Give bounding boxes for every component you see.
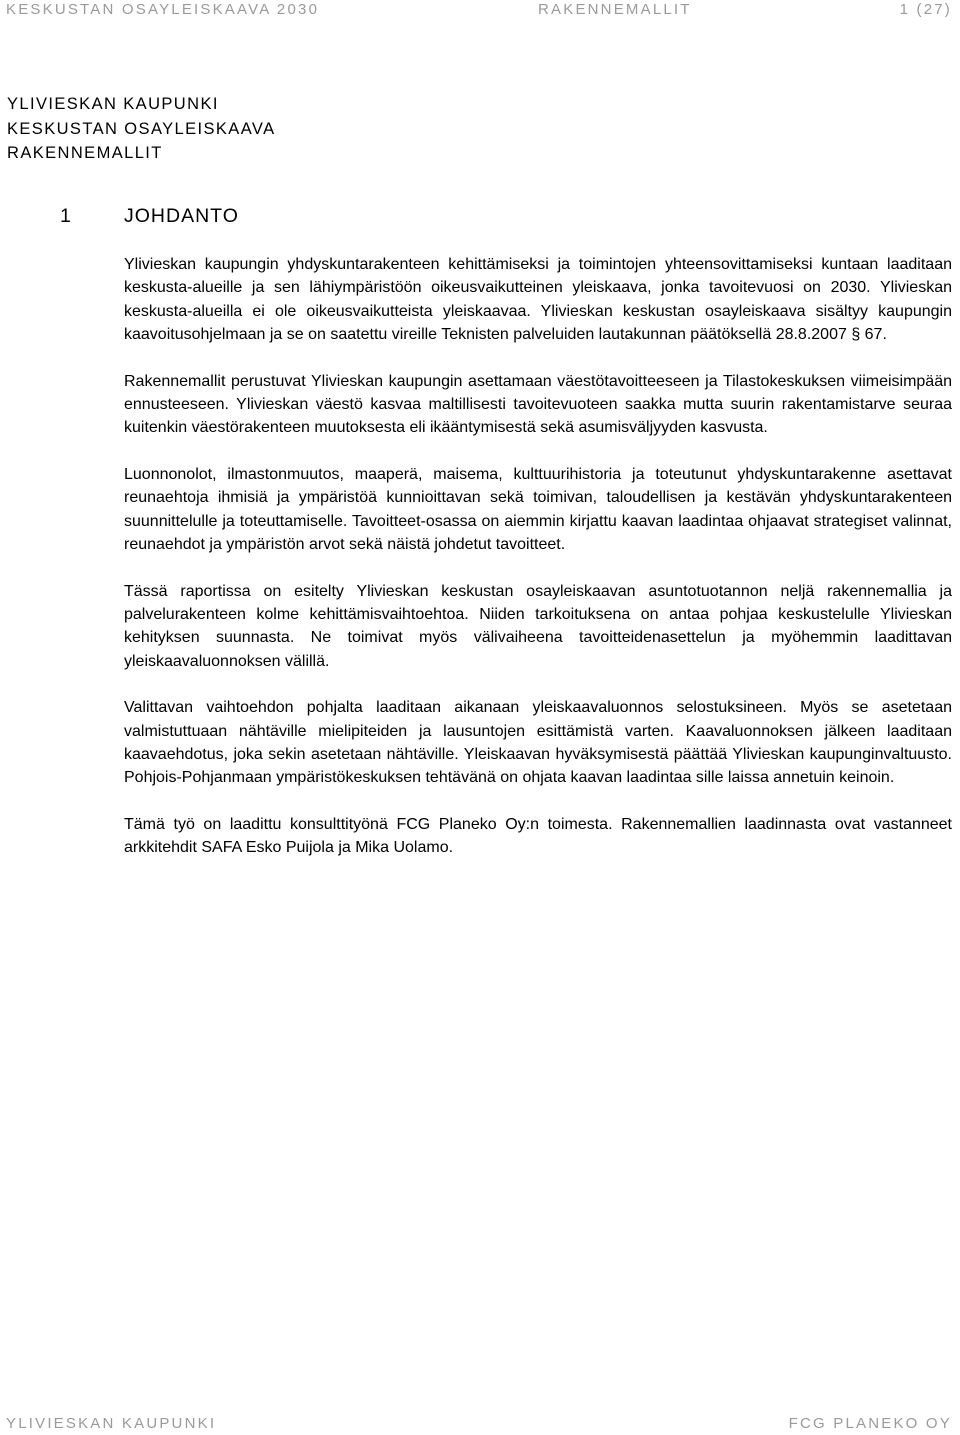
footer-consultant: FCG PLANEKO OY xyxy=(788,1415,952,1432)
header-document-name: KESKUSTAN OSAYLEISKAAVA 2030 xyxy=(6,1,320,18)
title-line-report: RAKENNEMALLIT xyxy=(7,144,163,162)
section-title: JOHDANTO xyxy=(124,205,239,227)
document-title-block xyxy=(7,92,275,166)
section-number: 1 xyxy=(60,205,72,227)
running-footer xyxy=(6,1415,952,1435)
footer-organization: YLIVIESKAN KAUPUNKI xyxy=(6,1415,217,1432)
paragraph: Tässä raportissa on esitelty Ylivieskan keskustan osayleiskaavan asuntotuotannon neljä rakennemallia ja palvelurakenteen kolme kehittämisvaihtoehtoa. Niiden tarkoituksena on antaa pohjaa keskustelulle Ylivieskan kehityksen suunnasta. Ne toimivat myös välivaiheena tavoitteidenasettelun ja myöhemmin laadittavan yleiskaavaluonnoksen välillä. xyxy=(124,582,952,670)
paragraph: Luonnonolot, ilmastonmuutos, maaperä, maisema, kulttuurihistoria ja toteutunut yhdyskuntarakenne asettavat reunaehtoja ihmisiä ja ympäristöä kunnioittavan sekä toimivan, taloudellisen ja kestävän yhdyskuntarakenteen suunnittelulle ja toteuttamiselle. Tavoitteet-osassa on aiemmin kirjattu kaavan laadintaa ohjaavat strategiset valinnat, reunaehdot ja ympäristön arvot sekä näistä johdetut tavoitteet. xyxy=(124,466,952,553)
header-section-name: RAKENNEMALLIT xyxy=(538,1,692,18)
title-line-organization: YLIVIESKAN KAUPUNKI xyxy=(7,95,219,113)
paragraph: Rakennemallit perustuvat Ylivieskan kaupungin asettamaan väestötavoitteeseen ja Tilastokeskuksen viimeisimpään ennusteeseen. Ylivieskan väestö kasvaa maltillisesti tavoitevuoteen saakka mutta suurin rakentamistarve seuraa kuitenkin väestörakenteen muutoksesta eli ikääntymisestä sekä asumisväljyyden kasvusta. xyxy=(124,372,952,437)
title-line-plan: KESKUSTAN OSAYLEISKAAVA xyxy=(7,119,276,138)
section-heading xyxy=(60,205,239,228)
body-text xyxy=(124,253,952,883)
running-header xyxy=(6,1,952,21)
paragraph: Ylivieskan kaupungin yhdyskuntarakenteen kehittämiseksi ja toimintojen yhteensovittamiseksi kuntaan laaditaan keskusta-alueille ja sen lähiympäristöön oikeusvaikutteinen yleiskaava, jonka tavoitevuosi on 2030. Ylivieskan keskusta-alueilla ei ole oikeusvaikutteista yleiskaavaa. Ylivieskan keskustan osayleiskaava sisältyy kaupungin kaavoitusohjelmaan ja se on saatettu vireille Teknisten palveluiden lautakunnan päätöksellä 28.8.2007 § 67. xyxy=(124,256,952,343)
paragraph: Valittavan vaihtoehdon pohjalta laaditaan aikanaan yleiskaavaluonnos selostuksineen. Myös se asetetaan valmistuttuaan nähtäville mielipiteiden ja lausuntojen esittämistä varten. Kaavaluonnoksen jälkeen laaditaan kaavaehdotus, joka sekin asetetaan nähtäville. Yleiskaavan hyväksymisestä päättää Ylivieskan kaupunginvaltuusto. Pohjois-Pohjanmaan ympäristökeskuksen tehtävänä on ohjata kaavan laadintaa sille laissa annetuin keinoin. xyxy=(124,699,952,787)
header-page-number: 1 (27) xyxy=(899,1,952,18)
paragraph: Tämä työ on laadittu konsulttityönä FCG Planeko Oy:n toimesta. Rakennemallien laadinnasta ovat vastanneet arkkitehdit SAFA Esko Puijola ja Mika Uolamo. xyxy=(124,816,952,857)
